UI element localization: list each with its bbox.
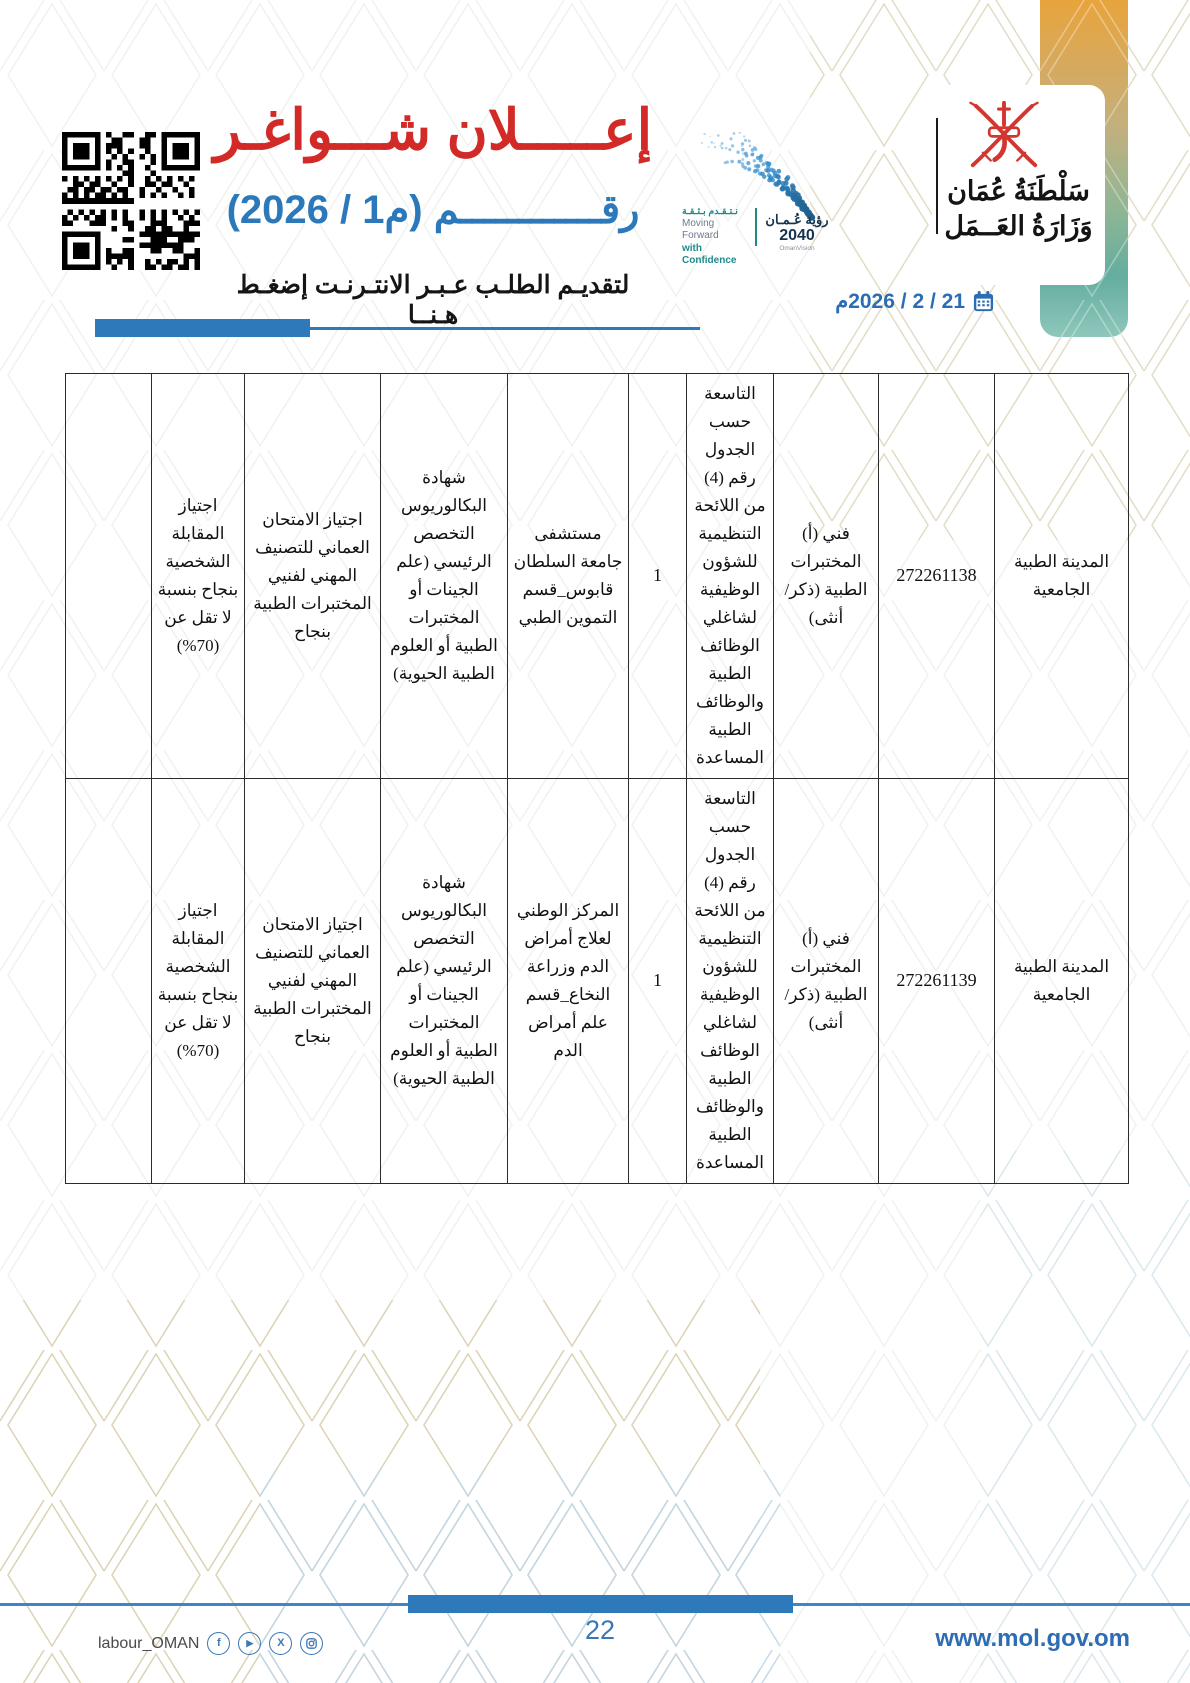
cell-entity: المدينة الطبية الجامعية	[995, 374, 1129, 779]
cell-interview-requirement: اجتياز المقابلة الشخصية بنجاح بنسبة لا تقل عن (70%)	[152, 779, 245, 1184]
page-title: إعـــــلان شـــواغـر	[213, 98, 653, 161]
calendar-icon	[972, 290, 995, 313]
cell-job-title: فني (أ) المختبرات الطبية (ذكر/ أنثى)	[774, 779, 879, 1184]
vacancies-table	[65, 373, 1129, 1184]
page-number: 22	[584, 1615, 616, 1645]
cell-entity: المدينة الطبية الجامعية	[995, 779, 1129, 1184]
oman-national-emblem-icon	[965, 99, 1043, 169]
cell-vacancy-number: 272261138	[879, 374, 995, 779]
social-handle: labour_OMAN	[98, 1634, 200, 1652]
social-links	[98, 1632, 323, 1655]
cell-qualification: شهادة البكالوريوس التخصص الرئيسي (علم الجينات أو المختبرات الطبية أو العلوم الطبية الحيوية)	[381, 779, 508, 1184]
vision-slogan-en2: with Confidence	[682, 242, 737, 267]
cell-count: 1	[629, 779, 687, 1184]
announcement-date	[790, 288, 995, 314]
vision-slogan-ar: نـتـقـدم بـثـقـة	[682, 206, 738, 217]
facebook-icon[interactable]: f	[207, 1632, 230, 1655]
footer-accent-bar	[408, 1595, 793, 1613]
vision-year-label: 2040	[779, 227, 815, 244]
cell-notes	[66, 779, 152, 1184]
cell-workplace: مستشفى جامعة السلطان قابوس_قسم التموين الطبي	[508, 374, 629, 779]
ministry-name	[936, 174, 1101, 244]
vision-2040-slogan	[682, 206, 752, 268]
date-text: 21 / 2 / 2026م	[835, 289, 965, 313]
cell-exam-requirement: اجتياز الامتحان العماني للتصنيف المهني لفنيي المختبرات الطبية بنجاح	[245, 374, 381, 779]
vision-ar-label: رؤية عُـمـان	[765, 212, 829, 227]
table-row	[66, 374, 1129, 779]
cell-notes	[66, 374, 152, 779]
announcement-number: رقــــــــــــم (م1 / 2026)	[226, 188, 640, 232]
cell-qualification: شهادة البكالوريوس التخصص الرئيسي (علم الجينات أو المختبرات الطبية أو العلوم الطبية الحيوية)	[381, 374, 508, 779]
cell-grade: التاسعة حسب الجدول رقم (4) من اللائحة التنظيمية للشؤون الوظيفية لشاغلي الوظائف الطبية والوظائف الطبية المساعدة	[687, 374, 774, 779]
youtube-icon[interactable]: ▶	[238, 1632, 261, 1655]
cell-workplace: المركز الوطني لعلاج أمراض الدم وزراعة النخاع_قسم علم أمراض الدم	[508, 779, 629, 1184]
cell-vacancy-number: 272261139	[879, 779, 995, 1184]
apply-online-link[interactable]: لتقديـم الطلـب عـبـر الانتـرنـت إضغـط هـنــا	[236, 271, 630, 329]
website-link[interactable]: www.mol.gov.om	[935, 1625, 1130, 1652]
header-accent-bar	[95, 319, 310, 337]
cell-job-title: فني (أ) المختبرات الطبية (ذكر/ أنثى)	[774, 374, 879, 779]
cell-count: 1	[629, 374, 687, 779]
cell-grade: التاسعة حسب الجدول رقم (4) من اللائحة التنظيمية للشؤون الوظيفية لشاغلي الوظائف الطبية والوظائف الطبية المساعدة	[687, 779, 774, 1184]
vision-2040-wordmark	[757, 212, 837, 253]
cell-exam-requirement: اجتياز الامتحان العماني للتصنيف المهني لفنيي المختبرات الطبية بنجاح	[245, 779, 381, 1184]
vision-sub-label: OmanVision	[779, 244, 815, 252]
ministry-label: وَزَارَةُ العَــمَل	[944, 211, 1093, 242]
table-row	[66, 779, 1129, 1184]
instagram-icon[interactable]	[300, 1632, 323, 1655]
x-icon[interactable]: X	[269, 1632, 292, 1655]
cell-interview-requirement: اجتياز المقابلة الشخصية بنجاح بنسبة لا تقل عن (70%)	[152, 374, 245, 779]
vision-slogan-en1: Moving Forward	[682, 217, 719, 242]
qr-code-icon	[62, 128, 200, 274]
sultanate-label: سَلْطَنَةُ عُمَان	[947, 176, 1090, 206]
